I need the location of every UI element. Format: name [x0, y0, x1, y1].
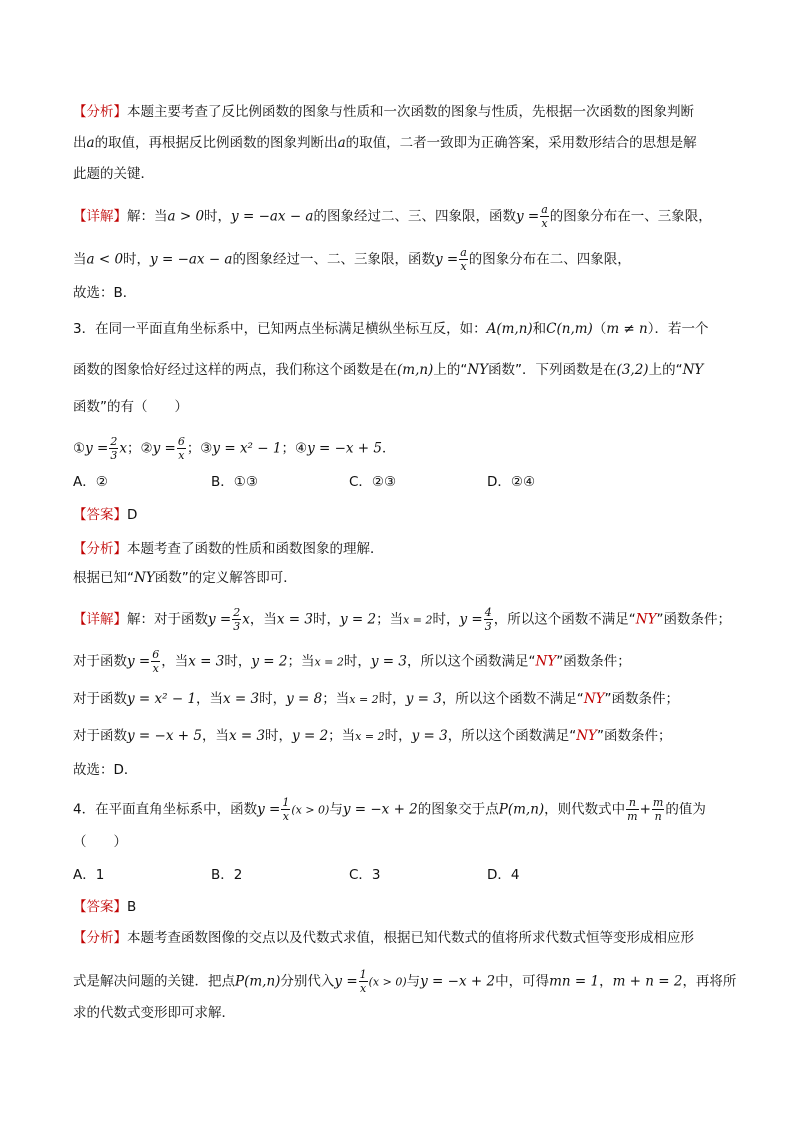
text: ①	[73, 440, 86, 457]
text: 故选：B．	[73, 285, 137, 301]
fraction	[626, 796, 638, 823]
text: ，当	[196, 691, 224, 707]
text: ；当	[328, 728, 356, 744]
answer-value: D	[127, 507, 138, 523]
q3-detail-line-4	[73, 727, 671, 746]
text: 解：对于函数	[127, 611, 208, 628]
fraction	[359, 968, 368, 995]
numerator: 6	[177, 435, 185, 448]
text: ，所以这个函数不满足“	[493, 611, 636, 628]
math: y = x² − 1	[212, 440, 282, 457]
text: 时，	[123, 251, 151, 268]
math: y =	[459, 611, 483, 628]
fraction	[281, 796, 290, 823]
text: ；②	[126, 440, 153, 457]
text: ．	[382, 440, 396, 457]
text: 对于函数	[73, 653, 127, 670]
q3-analysis-line-1	[73, 540, 384, 558]
math: y =	[434, 251, 459, 268]
text: 时，	[312, 611, 340, 628]
text: 对于函数	[73, 728, 127, 744]
text: 函数”的定义解答即可．	[154, 570, 297, 586]
text: 与	[329, 801, 343, 818]
text: ）．若一个	[647, 321, 709, 337]
text: ，所以这个函数不满足“	[441, 691, 584, 707]
math: y =	[515, 208, 540, 225]
text: 求的代数式变形即可求解．	[73, 1005, 235, 1021]
math: y =	[85, 440, 109, 457]
math: A(m,n)	[486, 321, 533, 337]
math: y =	[152, 440, 176, 457]
math: x	[242, 611, 250, 628]
text: ”函数条件；	[556, 653, 631, 670]
q2-analysis-line-1	[73, 103, 694, 121]
text: ，所以这个函数满足“	[447, 728, 577, 744]
math: y =	[334, 973, 358, 990]
math: (x > 0)	[368, 975, 407, 989]
math: x = 2	[314, 655, 344, 669]
math: x = 3	[228, 728, 266, 744]
text: 分别代入	[280, 973, 335, 990]
math: x = 2	[403, 613, 433, 627]
text: ；当	[322, 691, 350, 707]
text: 对于函数	[73, 691, 127, 707]
text: 时，	[259, 691, 287, 707]
q3-detail-line-1	[73, 606, 731, 633]
fraction	[151, 648, 160, 675]
math: y = 2	[339, 611, 377, 628]
math: mn = 1	[549, 973, 600, 990]
text: ，则代数式中	[544, 801, 626, 818]
denominator: 3	[110, 449, 118, 462]
math: a < 0	[86, 251, 124, 268]
q4-option-d: D．4	[487, 867, 520, 883]
text: 的图象分布在二、四象限，	[468, 251, 631, 268]
math: x = 2	[355, 730, 385, 743]
q3-detail-line-3	[73, 690, 679, 709]
math: NY	[134, 570, 155, 586]
math: y = −x + 5	[127, 728, 202, 744]
math: NY	[635, 611, 657, 628]
text: （ ）	[73, 834, 127, 850]
math: x = 3	[276, 611, 313, 628]
math: m + n = 2	[612, 973, 683, 990]
q2-detail-line-2	[73, 246, 631, 273]
math: NY	[682, 362, 704, 378]
math: y = −ax − a	[150, 251, 233, 268]
math: (x > 0)	[291, 803, 330, 817]
math: NY	[467, 362, 489, 378]
q3-answer	[73, 506, 137, 524]
math: y = 3	[370, 653, 408, 670]
text: 的图象经过一、二、三象限，函数	[232, 251, 435, 268]
math: +	[639, 801, 651, 818]
text: 的取值，二者一致即为正确答案，采用数形结合的思想是解	[345, 135, 697, 151]
math: y =	[127, 653, 151, 670]
text: （	[592, 321, 607, 337]
text: 此题的关键．	[73, 166, 154, 182]
math: x = 3	[223, 691, 260, 707]
text: 与	[406, 973, 421, 990]
q3-analysis-line-2	[73, 569, 297, 587]
text: 的值为	[665, 801, 706, 818]
text: ，再将所	[682, 973, 737, 990]
math: m ≠ n	[606, 321, 648, 337]
math: y = x² − 1	[127, 691, 197, 707]
math: y = 3	[411, 728, 448, 744]
numerator: 2	[110, 435, 118, 448]
q4-analysis-line-1	[73, 929, 694, 947]
q3-stem-line-3	[73, 398, 188, 416]
math: y = −x + 2	[342, 801, 418, 818]
math: x = 3	[188, 653, 225, 670]
fraction	[177, 435, 186, 462]
q4-option-c: C．3	[349, 867, 381, 883]
text: ，当	[161, 653, 189, 670]
math: y = −ax − a	[231, 208, 314, 225]
math: P(m,n)	[235, 973, 281, 990]
text: ；当	[287, 653, 315, 670]
math: y = −x + 5	[307, 440, 382, 457]
analysis-tag: 【分析】	[73, 104, 127, 120]
text: ”函数条件；	[596, 728, 672, 744]
math: C(n,m)	[546, 321, 593, 337]
fraction	[540, 203, 549, 230]
text: 本题主要考查了反比例函数的图象与性质和一次函数的图象与性质，先根据一次函数的图象判断	[127, 104, 694, 120]
text: 上的“	[433, 362, 468, 378]
denominator: x	[178, 449, 185, 462]
math: a	[86, 135, 95, 151]
text: 根据已知“	[73, 570, 134, 586]
numerator: 4	[484, 606, 492, 619]
numerator: n	[626, 796, 638, 810]
math: y =	[208, 611, 232, 628]
fraction	[109, 435, 118, 462]
detail-tag: 【详解】	[73, 611, 127, 628]
math: (m,n)	[397, 362, 434, 378]
text: 的取值，再根据反比例函数的图象判断出	[94, 135, 338, 151]
text: 函数”的有（ ）	[73, 399, 188, 415]
text: ”函数条件；	[656, 611, 731, 628]
math: P(m,n)	[498, 801, 545, 818]
numerator: 6	[152, 648, 160, 661]
text: 中，可得	[495, 973, 550, 990]
text: ，	[599, 973, 613, 990]
fraction	[484, 606, 493, 633]
q3-functions	[73, 435, 396, 462]
denominator: x	[152, 662, 159, 675]
text: 当	[73, 251, 87, 268]
text: ”函数条件；	[604, 691, 680, 707]
analysis-tag: 【分析】	[73, 541, 127, 557]
text: 4．在平面直角坐标系中，函数	[73, 801, 258, 818]
q4-stem-line-2	[73, 833, 127, 851]
q4-stem-line-1	[73, 796, 706, 823]
denominator: 3	[233, 620, 241, 633]
denominator: m	[627, 810, 638, 823]
q4-analysis-line-3	[73, 1004, 235, 1022]
text: 和	[532, 321, 547, 337]
q2-analysis-line-3	[73, 165, 154, 183]
text: 式是解决问题的关键．把点	[73, 973, 235, 990]
text: 时，	[224, 653, 252, 670]
text: 时，	[265, 728, 293, 744]
q3-detail-line-2	[73, 648, 631, 675]
denominator: n	[654, 810, 662, 823]
math: y = 3	[405, 691, 442, 707]
detail-tag: 【详解】	[73, 208, 127, 225]
text: 时，	[204, 208, 232, 225]
text: 时，	[432, 611, 460, 628]
denominator: x	[541, 217, 548, 230]
math: a	[337, 135, 346, 151]
q4-answer	[73, 898, 136, 916]
text: 解：当	[127, 208, 168, 225]
text: 本题考查了函数的性质和函数图象的理解．	[127, 541, 384, 557]
q3-option-c: C．②③	[349, 474, 397, 490]
fraction	[652, 796, 664, 823]
text: 函数”．下列函数是在	[488, 362, 617, 378]
numerator: 2	[233, 606, 241, 619]
text: 本题考查函数图像的交点以及代数式求值，根据已知代数式的值将所求代数式恒等变形成相应形	[127, 930, 694, 946]
text: ，所以这个函数满足“	[407, 653, 536, 670]
math: y = 2	[292, 728, 329, 744]
math: y = −x + 2	[420, 973, 496, 990]
math: y = 8	[286, 691, 323, 707]
q3-option-a: A．②	[73, 474, 108, 490]
text: 时，	[343, 653, 371, 670]
q2-choose	[73, 284, 136, 302]
text: ，当	[201, 728, 229, 744]
text: ；④	[281, 440, 308, 457]
analysis-tag: 【分析】	[73, 930, 127, 946]
q3-choose	[73, 761, 137, 779]
text: 出	[73, 135, 87, 151]
answer-tag: 【答案】	[73, 899, 127, 915]
math: NY	[576, 728, 597, 744]
math: (3,2)	[616, 362, 649, 378]
math: x = 2	[349, 693, 379, 706]
text: 的图象分布在一、三象限，	[549, 208, 712, 225]
denominator: x	[360, 982, 367, 995]
q3-option-b: B．①③	[211, 474, 258, 490]
denominator: 3	[484, 620, 492, 633]
q3-stem-line-2	[73, 361, 703, 379]
text: 函数的图象恰好经过这样的两点，我们称这个函数是在	[73, 362, 397, 378]
math: a > 0	[167, 208, 205, 225]
numerator: a	[460, 246, 467, 259]
answer-value: B	[127, 899, 137, 915]
math: NY	[583, 691, 605, 707]
math: x	[119, 440, 127, 457]
text: 的图象交于点	[417, 801, 499, 818]
math: y = 2	[251, 653, 288, 670]
text: 上的“	[648, 362, 683, 378]
text: ，当	[249, 611, 277, 628]
text: 时，	[384, 728, 412, 744]
q2-detail-line-1	[73, 203, 712, 230]
math: y =	[257, 801, 281, 818]
denominator: x	[282, 810, 289, 823]
numerator: m	[652, 796, 664, 809]
q4-option-b: B．2	[211, 867, 243, 883]
q3-option-d: D．②④	[487, 474, 536, 490]
text: 的图象经过二、三、四象限，函数	[313, 208, 516, 225]
q4-analysis-line-2	[73, 968, 736, 995]
text: 3．在同一平面直角坐标系中，已知两点坐标满足横纵坐标互反，如：	[73, 321, 487, 337]
answer-tag: 【答案】	[73, 507, 127, 523]
fraction	[459, 246, 468, 273]
fraction	[232, 606, 241, 633]
denominator: x	[460, 260, 467, 273]
text: 故选：D．	[73, 762, 138, 778]
text: ；③	[186, 440, 213, 457]
numerator: 1	[282, 796, 290, 809]
q4-option-a: A．1	[73, 867, 105, 883]
math: NY	[535, 653, 557, 670]
numerator: 1	[359, 968, 367, 981]
q2-analysis-line-2	[73, 134, 697, 152]
numerator: a	[541, 203, 548, 216]
text: ；当	[376, 611, 404, 628]
text: 时，	[378, 691, 406, 707]
q3-stem-line-1	[73, 320, 708, 338]
